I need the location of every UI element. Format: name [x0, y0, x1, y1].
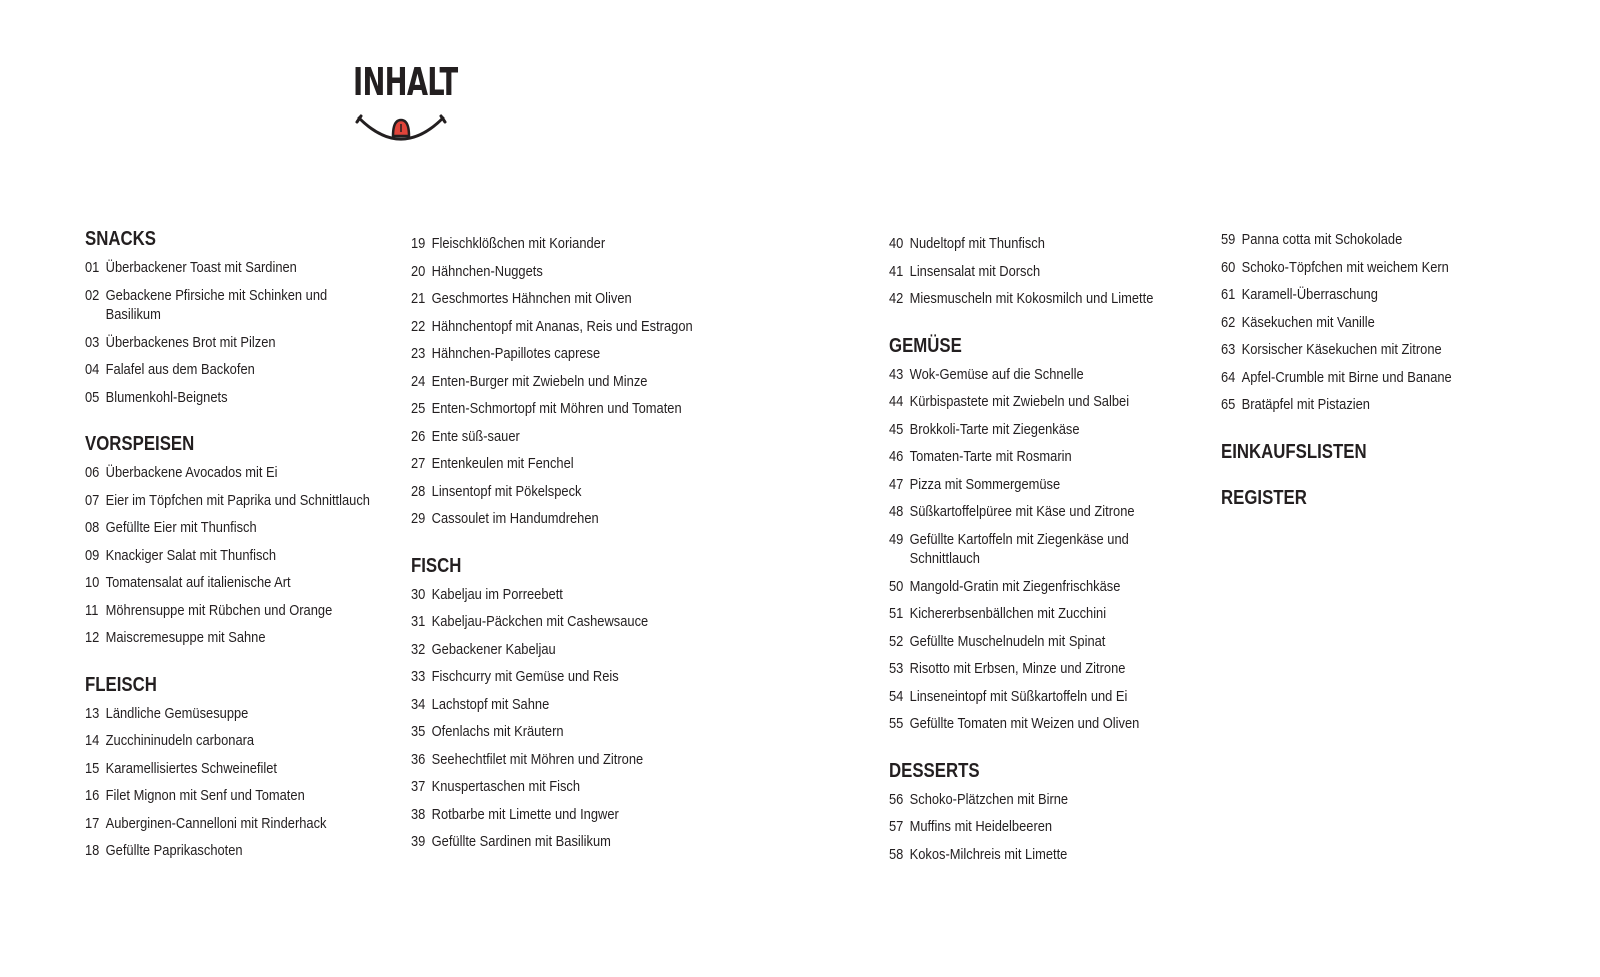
toc-entry[interactable] — [889, 416, 1181, 444]
entry-number: 22 — [411, 317, 426, 335]
toc-entry[interactable] — [411, 718, 703, 746]
entry-number: 54 — [889, 687, 904, 705]
toc-entry[interactable] — [85, 727, 377, 755]
entry-number: 43 — [889, 365, 904, 383]
entry-number: 65 — [1221, 396, 1236, 413]
entry-number: 64 — [1221, 368, 1236, 386]
entry-label: Mangold-Gratin mit Ziegenfrischkäse — [909, 577, 1121, 595]
section-heading: FISCH — [411, 554, 462, 577]
toc-section — [85, 431, 405, 652]
entry-number: 26 — [411, 427, 426, 445]
entry-label: Geschmortes Hähnchen mit Oliven — [431, 290, 632, 307]
smiling-tongue-icon — [355, 112, 447, 148]
entry-label: Linseneintopf mit Süßkartoffeln und Ei — [909, 687, 1128, 705]
page-title: INHALT — [353, 60, 458, 104]
entry-number: 49 — [889, 530, 904, 548]
entry-number: 10 — [85, 574, 100, 591]
entry-label: Gefüllte Kartoffeln mit Ziegenkäse und Schnittlauch — [909, 530, 1129, 567]
toc-entry[interactable] — [411, 395, 703, 423]
entry-label: Nudeltopf mit Thunfisch — [909, 235, 1045, 252]
toc-entry[interactable] — [411, 608, 703, 636]
toc-entry[interactable] — [889, 655, 1181, 683]
entry-number: 13 — [85, 704, 100, 722]
entry-label: Enten-Burger mit Zwiebeln und Minze — [431, 372, 648, 390]
entry-number: 12 — [85, 629, 100, 646]
toc-entry[interactable] — [411, 313, 703, 341]
entry-number: 30 — [411, 585, 426, 603]
toc-section — [1221, 226, 1541, 419]
toc-section — [411, 553, 731, 856]
toc-entry[interactable] — [889, 361, 1181, 389]
entry-number: 37 — [411, 778, 426, 795]
entry-label: Blumenkohl-Beignets — [105, 388, 228, 406]
entry-label: Filet Mignon mit Senf und Tomaten — [105, 787, 305, 804]
entry-label: Karamell-Überraschung — [1241, 286, 1378, 303]
entry-number: 16 — [85, 787, 100, 804]
entry-label: Süßkartoffelpüree mit Käse und Zitrone — [909, 503, 1135, 520]
toc-entry[interactable] — [889, 600, 1181, 628]
entry-number: 18 — [85, 842, 100, 859]
toc-column — [85, 226, 405, 885]
entry-number: 57 — [889, 818, 904, 835]
toc-entry[interactable] — [889, 573, 1181, 601]
entry-label: Linsensalat mit Dorsch — [909, 262, 1041, 280]
entry-number: 21 — [411, 290, 426, 307]
entry-number: 44 — [889, 393, 904, 410]
entry-number: 09 — [85, 546, 100, 564]
entry-number: 04 — [85, 361, 100, 378]
entry-number: 52 — [889, 632, 904, 650]
entry-number: 20 — [411, 262, 426, 280]
section-heading: GEMÜSE — [889, 334, 962, 357]
entry-label: Cassoulet im Handumdrehen — [431, 510, 599, 527]
entry-label: Karamellisiertes Schweinefilet — [105, 759, 277, 777]
toc-entry[interactable] — [411, 505, 703, 533]
entry-number: 03 — [85, 333, 100, 351]
entry-number: 28 — [411, 482, 426, 500]
entry-label: Lachstopf mit Sahne — [431, 695, 550, 713]
entry-label: Käsekuchen mit Vanille — [1241, 313, 1375, 331]
toc-entry[interactable] — [411, 423, 703, 451]
entry-label: Kichererbsenbällchen mit Zucchini — [909, 605, 1107, 622]
entry-label: Maiscremesuppe mit Sahne — [105, 629, 266, 646]
entry-number: 14 — [85, 732, 100, 749]
entry-label: Kürbispastete mit Zwiebeln und Salbei — [909, 393, 1130, 410]
toc-entry[interactable] — [1221, 364, 1513, 392]
entry-label: Bratäpfel mit Pistazien — [1241, 396, 1370, 413]
entry-label: Gefüllte Eier mit Thunfisch — [105, 519, 257, 536]
entry-label: Gefüllte Paprikaschoten — [105, 842, 243, 859]
toc-entry[interactable] — [411, 773, 703, 801]
entry-label: Zucchininudeln carbonara — [105, 732, 255, 749]
entry-label: Kabeljau im Porreebett — [431, 585, 563, 603]
entry-label: Entenkeulen mit Fenchel — [431, 455, 574, 472]
entry-label: Schoko-Töpfchen mit weichem Kern — [1241, 258, 1449, 276]
section-heading[interactable]: EINKAUFSLISTEN — [1221, 440, 1367, 463]
toc-entry[interactable] — [411, 368, 703, 396]
entry-number: 45 — [889, 420, 904, 438]
entry-number: 62 — [1221, 313, 1236, 331]
entry-number: 39 — [411, 833, 426, 850]
toc-entry[interactable] — [85, 810, 377, 838]
entry-number: 15 — [85, 759, 100, 777]
entry-number: 07 — [85, 491, 100, 509]
toc-entry[interactable] — [411, 581, 703, 609]
entry-label: Kokos-Milchreis mit Limette — [909, 845, 1068, 863]
entry-label: Apfel-Crumble mit Birne und Banane — [1241, 368, 1452, 386]
entry-label: Überbackener Toast mit Sardinen — [105, 259, 297, 276]
toc-entry[interactable] — [85, 487, 377, 515]
entry-label: Korsischer Käsekuchen mit Zitrone — [1241, 341, 1442, 358]
toc-entry[interactable] — [889, 786, 1181, 814]
entry-number: 46 — [889, 448, 904, 465]
entry-label: Überbackene Avocados mit Ei — [105, 464, 278, 481]
entry-label: Rotbarbe mit Limette und Ingwer — [431, 805, 619, 823]
toc-entry[interactable] — [85, 329, 377, 357]
entry-number: 31 — [411, 613, 426, 630]
toc-entry[interactable] — [1221, 226, 1513, 254]
entry-label: Auberginen-Cannelloni mit Rinderhack — [105, 814, 327, 832]
entry-label: Muffins mit Heidelbeeren — [909, 818, 1053, 835]
entry-number: 06 — [85, 464, 100, 481]
toc-entry[interactable] — [85, 459, 377, 487]
toc-entry[interactable] — [889, 683, 1181, 711]
entry-label: Kabeljau-Päckchen mit Cashewsauce — [431, 613, 649, 630]
toc-column — [411, 230, 731, 876]
toc-entry[interactable] — [411, 636, 703, 664]
entry-number: 56 — [889, 790, 904, 808]
entry-label: Linsentopf mit Pökelspeck — [431, 482, 582, 500]
toc-entry[interactable] — [85, 282, 377, 329]
entry-number: 33 — [411, 668, 426, 685]
entry-number: 59 — [1221, 231, 1236, 248]
entry-number: 25 — [411, 400, 426, 417]
entry-number: 24 — [411, 372, 426, 390]
entry-number: 11 — [85, 601, 99, 619]
entry-number: 53 — [889, 660, 904, 677]
entry-number: 23 — [411, 345, 426, 362]
toc-column — [889, 230, 1209, 888]
toc-entry[interactable] — [85, 624, 377, 652]
entry-label: Knuspertaschen mit Fisch — [431, 778, 581, 795]
entry-label: Ente süß-sauer — [431, 427, 520, 445]
toc-entry[interactable] — [411, 691, 703, 719]
entry-label: Hähnchen-Nuggets — [431, 262, 543, 280]
toc-entry[interactable] — [411, 478, 703, 506]
toc-entry[interactable] — [1221, 309, 1513, 337]
entry-label: Risotto mit Erbsen, Minze und Zitrone — [909, 660, 1126, 677]
toc-entry[interactable] — [85, 782, 377, 810]
section-heading: FLEISCH — [85, 673, 157, 696]
entry-label: Tomatensalat auf italienische Art — [105, 574, 291, 591]
toc-entry[interactable] — [85, 755, 377, 783]
entry-label: Gebackener Kabeljau — [431, 640, 556, 658]
toc-entry[interactable] — [85, 700, 377, 728]
entry-label: Enten-Schmortopf mit Möhren und Tomaten — [431, 400, 682, 417]
entry-label: Gefüllte Sardinen mit Basilikum — [431, 833, 611, 850]
toc-entry[interactable] — [85, 356, 377, 384]
section-heading: SNACKS — [85, 228, 156, 250]
toc-entry[interactable] — [85, 837, 377, 865]
toc-entry[interactable] — [889, 628, 1181, 656]
toc-section — [85, 226, 405, 411]
toc-section — [889, 230, 1209, 313]
entry-number: 05 — [85, 388, 100, 406]
toc-entry[interactable] — [85, 569, 377, 597]
toc-entry[interactable] — [85, 597, 377, 625]
toc-entry[interactable] — [889, 526, 1181, 573]
entry-number: 40 — [889, 235, 904, 252]
toc-entry[interactable] — [411, 230, 703, 258]
toc-entry[interactable] — [85, 542, 377, 570]
entry-number: 01 — [85, 259, 100, 276]
entry-number: 61 — [1221, 286, 1236, 303]
entry-number: 34 — [411, 695, 426, 713]
entry-label: Gefüllte Muschelnudeln mit Spinat — [909, 632, 1106, 650]
entry-number: 63 — [1221, 341, 1236, 358]
entry-label: Gebackene Pfirsiche mit Schinken und Basilikum — [105, 286, 328, 323]
entry-label: Brokkoli-Tarte mit Ziegenkäse — [909, 420, 1080, 438]
toc-entry[interactable] — [1221, 254, 1513, 282]
entry-label: Gefüllte Tomaten mit Weizen und Oliven — [909, 715, 1140, 732]
entry-label: Eier im Töpfchen mit Paprika und Schnittlauch — [105, 491, 370, 509]
toc-entry[interactable] — [411, 801, 703, 829]
toc-entry[interactable] — [411, 340, 703, 368]
toc-section — [411, 230, 731, 533]
section-heading: VORSPEISEN — [85, 433, 195, 455]
toc-entry[interactable] — [1221, 281, 1513, 309]
toc-entry[interactable] — [1221, 336, 1513, 364]
toc-entry[interactable] — [85, 254, 377, 282]
entry-number: 27 — [411, 455, 426, 472]
entry-number: 35 — [411, 723, 426, 740]
entry-number: 17 — [85, 814, 100, 832]
toc-entry[interactable] — [889, 285, 1181, 313]
entry-number: 55 — [889, 715, 904, 732]
toc-entry[interactable] — [889, 498, 1181, 526]
toc-section — [85, 672, 405, 865]
toc-entry[interactable] — [889, 230, 1181, 258]
entry-label: Miesmuscheln mit Kokosmilch und Limette — [909, 290, 1154, 307]
entry-label: Falafel aus dem Backofen — [105, 361, 255, 378]
entry-label: Tomaten-Tarte mit Rosmarin — [909, 448, 1072, 465]
entry-label: Panna cotta mit Schokolade — [1241, 231, 1403, 248]
entry-label: Pizza mit Sommergemüse — [909, 475, 1061, 493]
toc-entry[interactable] — [889, 813, 1181, 841]
section-heading: DESSERTS — [889, 759, 980, 782]
entry-number: 58 — [889, 845, 904, 863]
toc-entry[interactable] — [889, 471, 1181, 499]
entry-label: Hähnchen-Papillotes caprese — [431, 345, 601, 362]
entry-label: Ländliche Gemüsesuppe — [105, 704, 249, 722]
entry-label: Schoko-Plätzchen mit Birne — [909, 790, 1069, 808]
entry-number: 19 — [411, 235, 426, 252]
entry-number: 08 — [85, 519, 100, 536]
entry-number: 29 — [411, 510, 426, 527]
toc-entry[interactable] — [889, 710, 1181, 738]
toc-section — [889, 333, 1209, 738]
entry-label: Überbackenes Brot mit Pilzen — [105, 333, 276, 351]
toc-column — [1221, 226, 1541, 529]
entry-label: Seehechtfilet mit Möhren und Zitrone — [431, 750, 644, 768]
entry-number: 47 — [889, 475, 904, 493]
entry-label: Hähnchentopf mit Ananas, Reis und Estragon — [431, 317, 693, 335]
entry-number: 36 — [411, 750, 426, 768]
toc-entry[interactable] — [411, 450, 703, 478]
entry-label: Wok-Gemüse auf die Schnelle — [909, 365, 1084, 383]
entry-label: Fleischklößchen mit Koriander — [431, 235, 606, 252]
toc-entry[interactable] — [85, 514, 377, 542]
entry-number: 50 — [889, 577, 904, 595]
toc-entry[interactable] — [411, 746, 703, 774]
toc-entry[interactable] — [411, 663, 703, 691]
entry-number: 42 — [889, 290, 904, 307]
toc-entry[interactable] — [889, 841, 1181, 869]
toc-section — [889, 758, 1209, 869]
entry-label: Möhrensuppe mit Rübchen und Orange — [105, 601, 333, 619]
entry-label: Ofenlachs mit Kräutern — [431, 723, 564, 740]
toc-entry[interactable] — [1221, 391, 1513, 419]
entry-label: Fischcurry mit Gemüse und Reis — [431, 668, 619, 685]
toc-entry[interactable] — [411, 828, 703, 856]
entry-number: 41 — [889, 262, 904, 280]
toc-entry[interactable] — [411, 258, 703, 286]
toc-entry[interactable] — [889, 258, 1181, 286]
toc-entry[interactable] — [411, 285, 703, 313]
toc-entry[interactable] — [889, 388, 1181, 416]
entry-number: 51 — [889, 605, 904, 622]
section-heading[interactable]: REGISTER — [1221, 486, 1307, 509]
toc-entry[interactable] — [889, 443, 1181, 471]
entry-number: 32 — [411, 640, 426, 658]
entry-label: Knackiger Salat mit Thunfisch — [105, 546, 277, 564]
entry-number: 02 — [85, 286, 100, 304]
toc-entry[interactable] — [85, 384, 377, 412]
entry-number: 60 — [1221, 258, 1236, 276]
entry-number: 48 — [889, 503, 904, 520]
entry-number: 38 — [411, 805, 426, 823]
